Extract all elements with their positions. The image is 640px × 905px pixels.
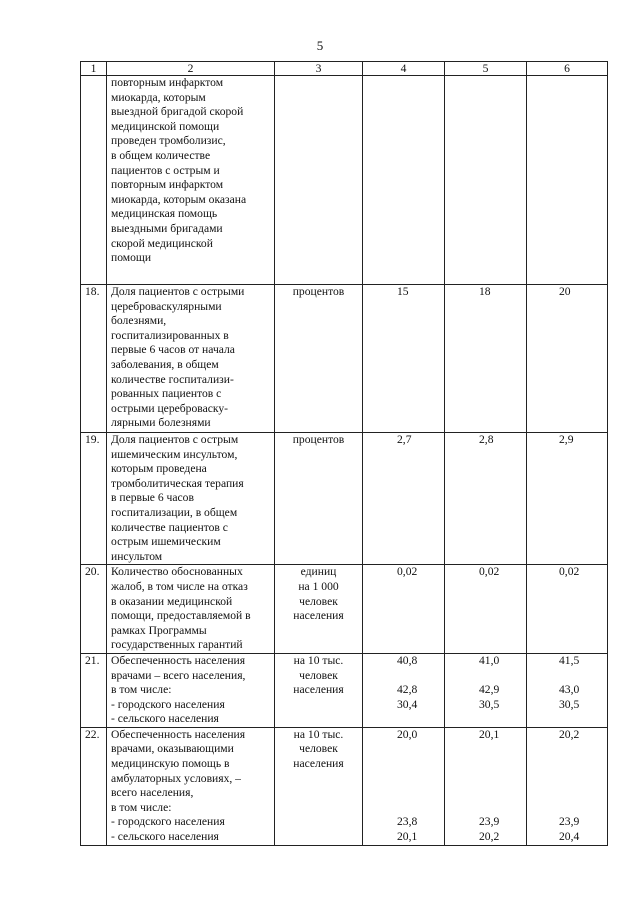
- unit-cell: [275, 76, 363, 285]
- value-cell: 0,02: [527, 565, 608, 654]
- indicator-description: [107, 433, 275, 565]
- desc-line: повторным инфарктом: [111, 76, 224, 89]
- value-total: 41,0: [479, 653, 500, 667]
- desc-line: инсультом: [111, 549, 163, 563]
- page-number: 5: [316, 38, 324, 53]
- indicator-description: [107, 285, 275, 433]
- desc-line: амбулаторных условиях, –: [111, 771, 241, 785]
- desc-line: пациентов с острым и: [111, 163, 220, 177]
- value-cell: [527, 76, 608, 285]
- row-number: [81, 76, 107, 285]
- desc-line: в том числе:: [111, 800, 172, 814]
- desc-line: жалоб, в том числе на отказ: [111, 579, 248, 593]
- desc-line: рамках Программы: [111, 623, 207, 637]
- value-cell: 2,9: [527, 433, 608, 565]
- header-cell: 5: [445, 62, 527, 76]
- desc-line: миокарда, которым оказана: [111, 192, 247, 206]
- desc-line: выездной бригадой скорой: [111, 105, 244, 119]
- desc-line: госпитализированных в: [111, 328, 229, 342]
- value-urban: 23,9: [559, 815, 580, 829]
- unit-cell: [275, 433, 363, 565]
- desc-line: которым проведена: [111, 462, 207, 476]
- value-cell: [363, 727, 445, 845]
- value-urban: 42,9: [479, 683, 500, 697]
- indicators-table: [80, 61, 608, 846]
- value-total: 20,1: [479, 727, 500, 741]
- desc-line: медицинскую помощь в: [111, 757, 230, 771]
- desc-line: всего населения,: [111, 786, 194, 800]
- value-cell: 0,02: [445, 565, 527, 654]
- unit-line: человек: [299, 668, 338, 682]
- desc-line: - городского населения: [111, 697, 225, 711]
- row-number: 22.: [81, 727, 107, 845]
- desc-line: в оказании медицинской: [111, 594, 233, 608]
- desc-line: врачами – всего населения,: [111, 668, 246, 682]
- desc-line: Количество обоснованных: [111, 565, 243, 579]
- value-cell: [363, 76, 445, 285]
- value-cell: [527, 653, 608, 727]
- value-total: 41,5: [559, 653, 580, 667]
- desc-line: Доля пациентов с острыми: [111, 285, 245, 298]
- value-total: 20,2: [559, 727, 580, 741]
- unit-line: процентов: [292, 433, 345, 446]
- value-cell: 15: [363, 285, 445, 433]
- row-number: 19.: [81, 433, 107, 565]
- desc-line: Обеспеченность населения: [111, 653, 246, 667]
- desc-line: помощи: [111, 251, 152, 265]
- unit-line: процентов: [292, 285, 345, 298]
- value-cell: [363, 653, 445, 727]
- desc-line: заболевания, в общем: [111, 357, 219, 371]
- unit-line: на 1 000: [298, 579, 339, 593]
- desc-line: первые 6 часов от начала: [111, 343, 235, 357]
- desc-line: помощи, предоставляемой в: [111, 609, 251, 623]
- desc-line: в том числе:: [111, 683, 172, 697]
- desc-line: госпитализации, в общем: [111, 505, 238, 519]
- value-rural: 20,1: [397, 830, 418, 844]
- value-rural: 30,5: [559, 697, 580, 711]
- unit-line: человек: [299, 742, 338, 756]
- value-cell: [445, 653, 527, 727]
- unit-line: на 10 тыс.: [293, 727, 344, 741]
- row-number: 21.: [81, 653, 107, 727]
- header-cell: 2: [107, 62, 275, 76]
- desc-line: количестве госпитализи-: [111, 372, 234, 386]
- header-cell: 4: [363, 62, 445, 76]
- desc-line: - сельского населения: [111, 712, 219, 726]
- desc-line: количестве пациентов с: [111, 520, 228, 534]
- desc-line: медицинской помощи: [111, 119, 220, 133]
- unit-line: населения: [293, 609, 344, 623]
- unit-line: населения: [293, 757, 344, 771]
- desc-line: лярными болезнями: [111, 416, 211, 430]
- desc-line: в общем количестве: [111, 148, 211, 162]
- indicator-description: [107, 653, 275, 727]
- header-cell: 6: [527, 62, 608, 76]
- header-cell: 3: [275, 62, 363, 76]
- value-urban: 42,8: [397, 683, 418, 697]
- desc-line: - сельского населения: [111, 830, 219, 844]
- value-urban: 43,0: [559, 683, 580, 697]
- unit-cell: [275, 727, 363, 845]
- indicator-description: [107, 565, 275, 654]
- value-cell: [445, 727, 527, 845]
- unit-cell: [275, 565, 363, 654]
- value-rural: 20,2: [479, 830, 500, 844]
- desc-line: - городского населения: [111, 815, 225, 829]
- table-row: [81, 76, 608, 285]
- desc-line: болезнями,: [111, 314, 167, 328]
- header-row: [81, 62, 608, 76]
- desc-line: острыми цереброваску-: [111, 401, 228, 415]
- value-rural: 30,4: [397, 697, 418, 711]
- desc-line: в первые 6 часов: [111, 491, 194, 505]
- table-row: [81, 433, 608, 565]
- value-rural: 30,5: [479, 697, 500, 711]
- desc-line: тромболитическая терапия: [111, 476, 244, 490]
- desc-line: повторным инфарктом: [111, 178, 224, 192]
- desc-line: государственных гарантий: [111, 638, 243, 652]
- value-cell: 0,02: [363, 565, 445, 654]
- value-total: 40,8: [397, 653, 418, 667]
- table-row: [81, 653, 608, 727]
- unit-line: на 10 тыс.: [293, 653, 344, 667]
- desc-line: медицинская помощь: [111, 207, 218, 221]
- value-urban: 23,8: [397, 815, 418, 829]
- header-cell: 1: [81, 62, 107, 76]
- table-row: [81, 565, 608, 654]
- desc-line: проведен тромболизис,: [111, 134, 226, 148]
- table-row: [81, 727, 608, 845]
- desc-line: Доля пациентов с острым: [111, 433, 239, 446]
- desc-line: выездными бригадами: [111, 221, 223, 235]
- desc-line: врачами, оказывающими: [111, 742, 234, 756]
- desc-line: ишемическим инсультом,: [111, 447, 238, 461]
- row-number: 20.: [81, 565, 107, 654]
- desc-line: Обеспеченность населения: [111, 727, 246, 741]
- unit-line: единиц: [300, 565, 337, 579]
- value-cell: 18: [445, 285, 527, 433]
- desc-line: рованных пациентов с: [111, 387, 222, 401]
- value-cell: 2,8: [445, 433, 527, 565]
- value-urban: 23,9: [479, 815, 500, 829]
- value-cell: 20: [527, 285, 608, 433]
- unit-line: человек: [299, 594, 338, 608]
- desc-line: миокарда, которым: [111, 90, 206, 104]
- value-rural: 20,4: [559, 830, 580, 844]
- indicator-description: [107, 76, 275, 285]
- row-number: 18.: [81, 285, 107, 433]
- value-cell: [445, 76, 527, 285]
- value-total: 20,0: [397, 727, 418, 741]
- desc-line: острым ишемическим: [111, 535, 221, 549]
- desc-line: скорой медицинской: [111, 236, 213, 250]
- value-cell: [527, 727, 608, 845]
- indicator-description: [107, 727, 275, 845]
- unit-cell: [275, 653, 363, 727]
- desc-line: цереброваскулярными: [111, 299, 222, 313]
- unit-cell: [275, 285, 363, 433]
- table-row: [81, 285, 608, 433]
- value-cell: 2,7: [363, 433, 445, 565]
- unit-line: населения: [293, 683, 344, 697]
